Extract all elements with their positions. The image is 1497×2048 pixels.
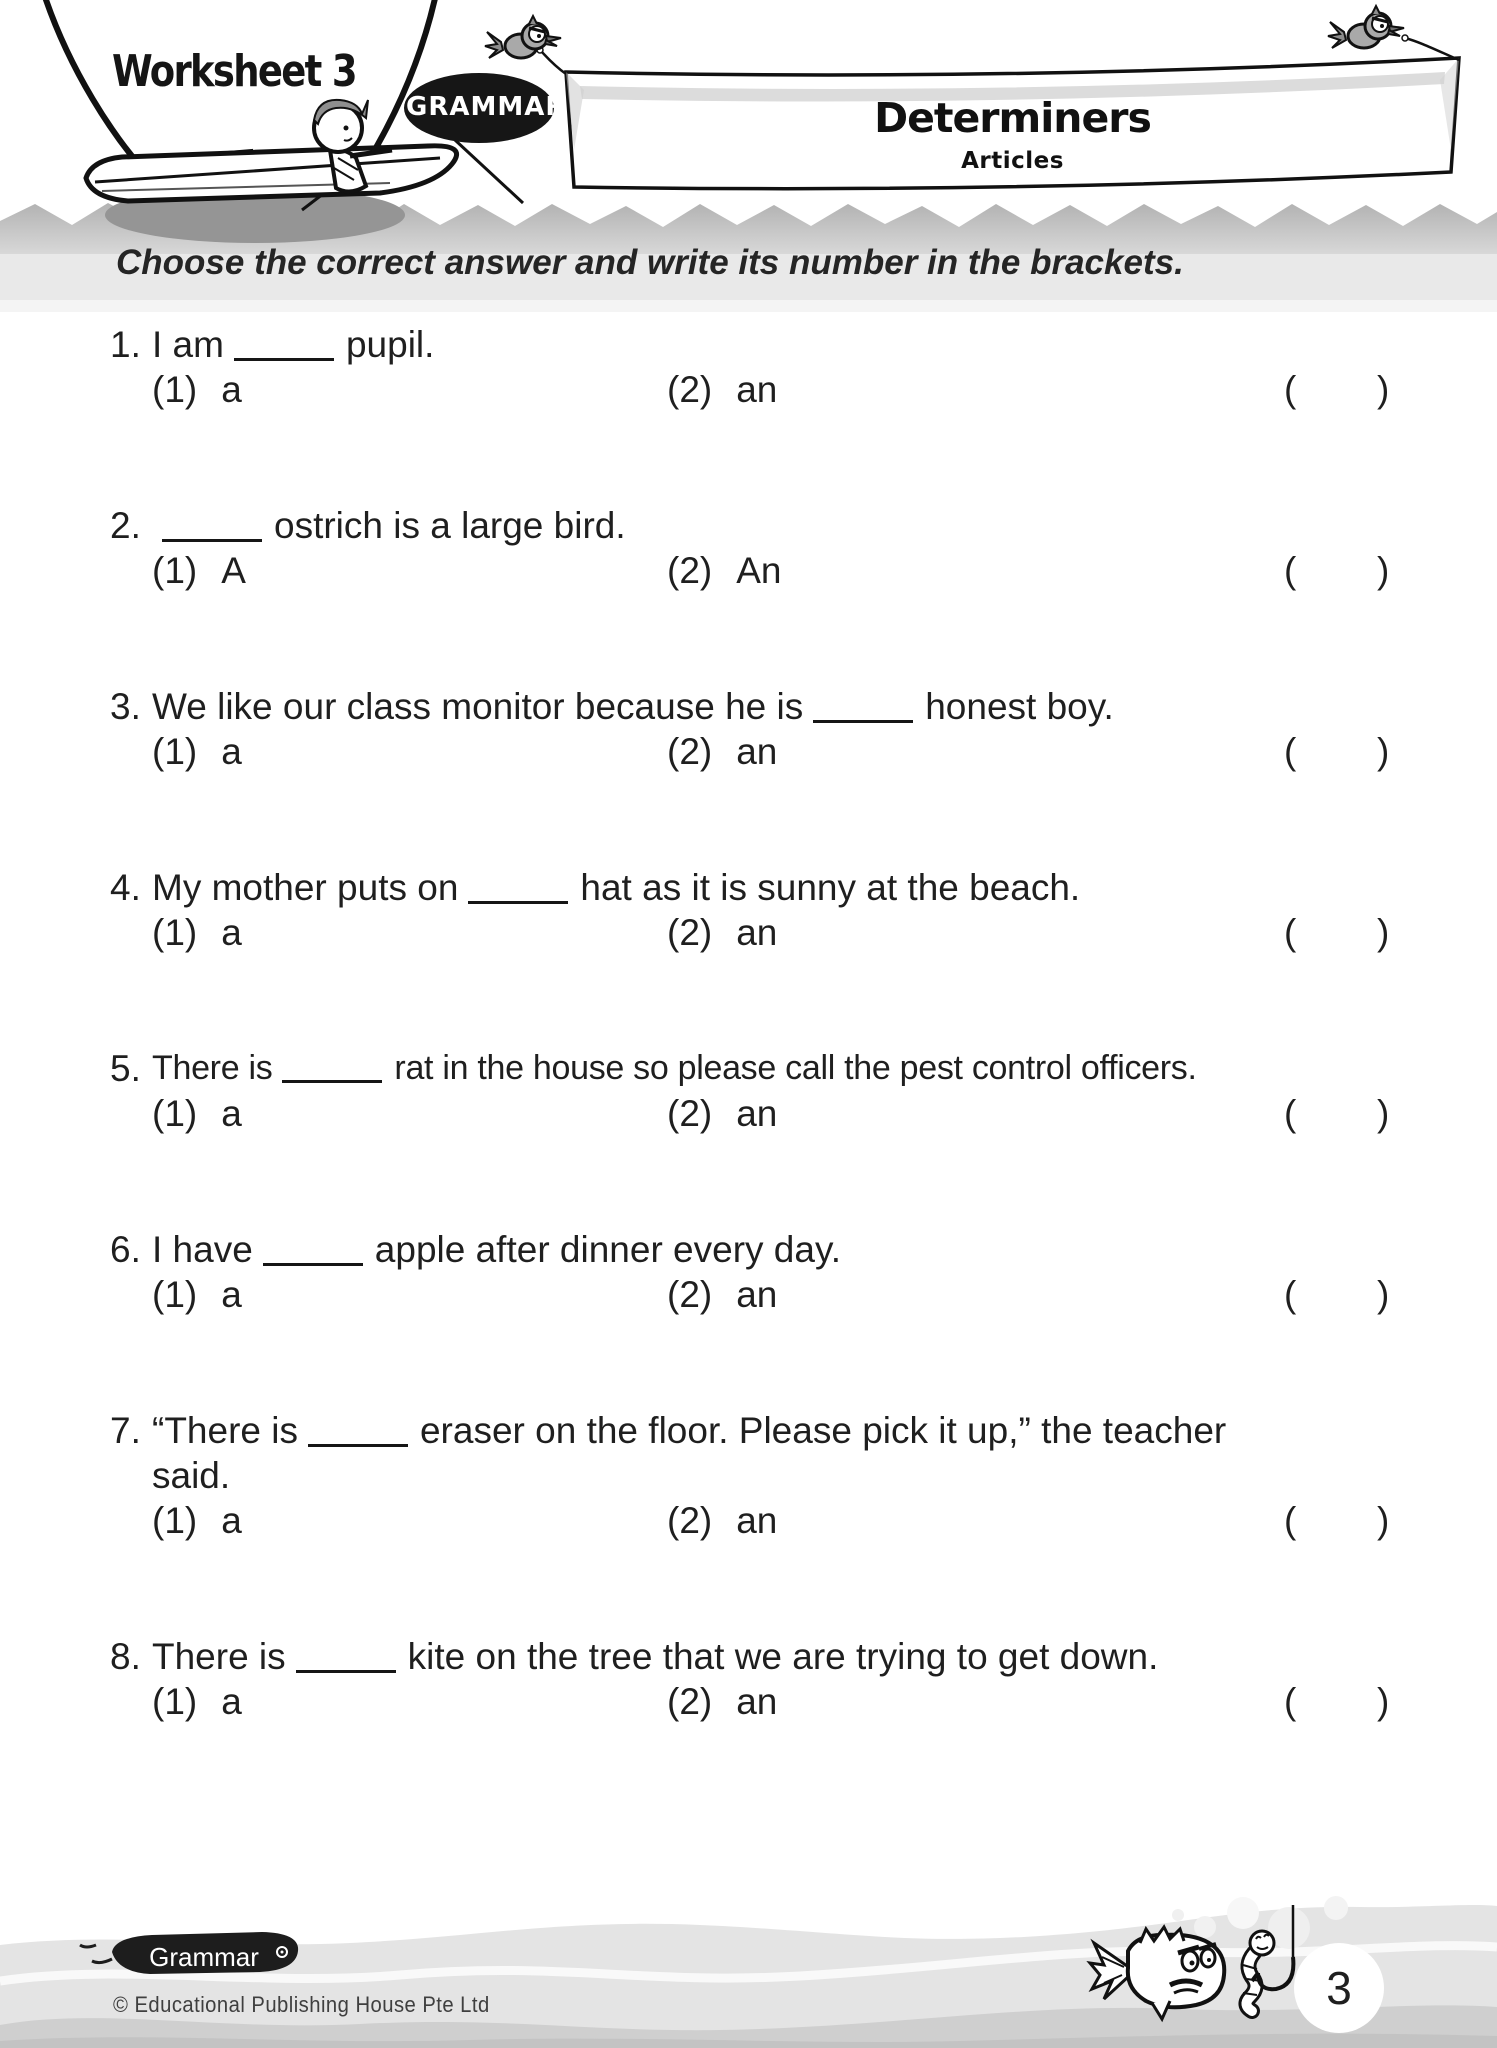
option-1-text: A (221, 550, 246, 591)
banner-subtitle: Articles (961, 148, 1064, 174)
answer-blank[interactable] (813, 687, 913, 723)
answer-bracket-close[interactable]: ) (1377, 369, 1390, 410)
question-body (152, 503, 1497, 593)
question-row (0, 1408, 1497, 1543)
option-2-label: (2) (667, 1093, 713, 1134)
option-2[interactable] (667, 367, 777, 412)
option-1[interactable] (152, 1274, 242, 1315)
option-1-label: (1) (152, 1681, 198, 1722)
question-row (0, 503, 1497, 593)
question-text-after-blank: hat as it is sunny at the beach. (580, 867, 1081, 908)
option-1-label: (1) (152, 912, 198, 953)
answer-bracket-open[interactable]: ( (1284, 1093, 1297, 1134)
grammar-badge-label: GRAMMAR (406, 92, 567, 122)
question-text-after-blank: eraser on the floor. Please pick it up,” the teacher (419, 1410, 1227, 1451)
page-number-badge: 3 (1294, 1943, 1384, 2033)
option-1-label: (1) (152, 1093, 198, 1134)
question-body (152, 322, 1497, 412)
question-text-after-blank: honest boy. (925, 686, 1114, 727)
option-2[interactable] (667, 548, 782, 593)
option-2-label: (2) (667, 1681, 713, 1722)
option-1-label: (1) (152, 1500, 198, 1541)
option-2-text: an (736, 1274, 778, 1315)
bird-icon (1328, 6, 1404, 48)
option-1-text: a (221, 1500, 242, 1541)
question-text-after-blank: ostrich is a large bird. (274, 505, 626, 546)
question-number: 4. (110, 867, 141, 908)
question-text-before-blank: “There is (152, 1410, 298, 1451)
boat-illustration (86, 146, 457, 201)
option-2[interactable] (667, 910, 777, 955)
question-text-before-blank: There is (152, 1049, 273, 1087)
answer-bracket-open[interactable]: ( (1284, 1274, 1297, 1315)
question-row (0, 1634, 1497, 1724)
option-1-label: (1) (152, 369, 198, 410)
option-2-text: an (736, 1681, 778, 1722)
question-text-before-blank: There is (152, 1636, 286, 1677)
option-2-text: an (736, 912, 778, 953)
question-options (152, 367, 1497, 412)
option-1[interactable] (152, 369, 242, 410)
copyright-text: © Educational Publishing House Pte Ltd (113, 1992, 490, 2017)
option-2-label: (2) (667, 1274, 713, 1315)
answer-blank[interactable] (282, 1049, 382, 1083)
answer-blank[interactable] (234, 325, 334, 361)
question-row (0, 1046, 1497, 1136)
option-2[interactable] (667, 1272, 777, 1317)
option-2[interactable] (667, 1498, 777, 1543)
option-2-label: (2) (667, 550, 713, 591)
question-row (0, 684, 1497, 774)
answer-bracket-open[interactable]: ( (1284, 912, 1297, 953)
question-text-before-blank: We like our class monitor because he is (152, 686, 804, 727)
option-2-label: (2) (667, 369, 713, 410)
option-2-label: (2) (667, 912, 713, 953)
question-options (152, 1272, 1497, 1317)
grammar-tab-label: Grammar (149, 1942, 259, 1972)
answer-bracket-close[interactable]: ) (1377, 550, 1390, 591)
option-2-label: (2) (667, 1500, 713, 1541)
question-options (152, 910, 1497, 955)
question-text-before-blank: I have (152, 1229, 253, 1270)
question-body (152, 1227, 1497, 1317)
option-2-text: an (736, 369, 778, 410)
question-text-line2: said. (152, 1455, 231, 1496)
option-1[interactable] (152, 1681, 242, 1722)
option-1-label: (1) (152, 550, 198, 591)
answer-bracket-close[interactable]: ) (1377, 731, 1390, 772)
answer-bracket-close[interactable]: ) (1377, 1093, 1390, 1134)
option-1-text: a (221, 1093, 242, 1134)
answer-blank[interactable] (468, 868, 568, 904)
question-options (152, 1679, 1497, 1724)
option-1[interactable] (152, 1093, 242, 1134)
question-text (152, 1634, 1497, 1679)
option-1[interactable] (152, 550, 246, 591)
question-text (152, 1227, 1497, 1272)
answer-bracket-open[interactable]: ( (1284, 1681, 1297, 1722)
question-text (152, 1408, 1497, 1498)
option-1-text: a (221, 369, 242, 410)
questions-list (0, 322, 1497, 1815)
option-2-text: an (736, 731, 778, 772)
option-1-text: a (221, 1274, 242, 1315)
option-2-text: an (736, 1093, 778, 1134)
worksheet-title: Worksheet 3 (112, 46, 356, 97)
question-number: 1. (110, 324, 141, 365)
question-row (0, 322, 1497, 412)
question-options (152, 1498, 1497, 1543)
option-2[interactable] (667, 1679, 777, 1724)
question-row (0, 865, 1497, 955)
option-2[interactable] (667, 729, 777, 774)
answer-bracket-open[interactable]: ( (1284, 731, 1297, 772)
banner-title: Determiners (874, 94, 1151, 142)
question-body (152, 1408, 1497, 1543)
answer-bracket-open[interactable]: ( (1284, 369, 1297, 410)
option-1-text: a (221, 1681, 242, 1722)
question-text-after-blank: apple after dinner every day. (374, 1229, 842, 1270)
question-number: 3. (110, 686, 141, 727)
question-text (152, 1046, 1497, 1091)
option-2-text: an (736, 1500, 778, 1541)
question-text-after-blank: kite on the tree that we are trying to get down. (407, 1636, 1159, 1677)
question-body (152, 1634, 1497, 1724)
bird-icon (485, 16, 561, 58)
question-number: 5. (110, 1048, 141, 1089)
answer-blank[interactable] (308, 1411, 408, 1447)
answer-blank[interactable] (296, 1637, 396, 1673)
question-body (152, 1046, 1497, 1136)
option-1-text: a (221, 912, 242, 953)
option-1[interactable] (152, 912, 242, 953)
question-number: 8. (110, 1636, 141, 1677)
instruction-text: Choose the correct answer and write its number in the brackets. (116, 243, 1184, 282)
answer-bracket-close[interactable]: ) (1377, 912, 1390, 953)
question-body (152, 684, 1497, 774)
question-number: 7. (110, 1410, 141, 1451)
question-body (152, 865, 1497, 955)
question-text (152, 684, 1497, 729)
question-text (152, 322, 1497, 367)
option-1-text: a (221, 731, 242, 772)
option-2-text: An (736, 550, 782, 591)
answer-bracket-close[interactable]: ) (1377, 1681, 1390, 1722)
question-options (152, 548, 1497, 593)
question-text (152, 865, 1497, 910)
question-text (152, 503, 1497, 548)
answer-bracket-close[interactable]: ) (1377, 1274, 1390, 1315)
question-row (0, 1227, 1497, 1317)
question-options (152, 729, 1497, 774)
answer-blank[interactable] (162, 506, 262, 542)
question-options (152, 1091, 1497, 1136)
option-1-label: (1) (152, 1274, 198, 1315)
question-number: 2. (110, 505, 141, 546)
option-1-label: (1) (152, 731, 198, 772)
question-text-before-blank: My mother puts on (152, 867, 459, 908)
option-2[interactable] (667, 1091, 777, 1136)
answer-bracket-close[interactable]: ) (1377, 1500, 1390, 1541)
answer-blank[interactable] (263, 1230, 363, 1266)
question-number: 6. (110, 1229, 141, 1270)
option-2-label: (2) (667, 731, 713, 772)
question-text-after-blank: rat in the house so please call the pest control officers. (394, 1049, 1197, 1087)
question-text-before-blank: I am (152, 324, 224, 365)
answer-bracket-open[interactable]: ( (1284, 1500, 1297, 1541)
question-text-after-blank: pupil. (345, 324, 435, 365)
answer-bracket-open[interactable]: ( (1284, 550, 1297, 591)
option-1[interactable] (152, 1500, 242, 1541)
option-1[interactable] (152, 731, 242, 772)
